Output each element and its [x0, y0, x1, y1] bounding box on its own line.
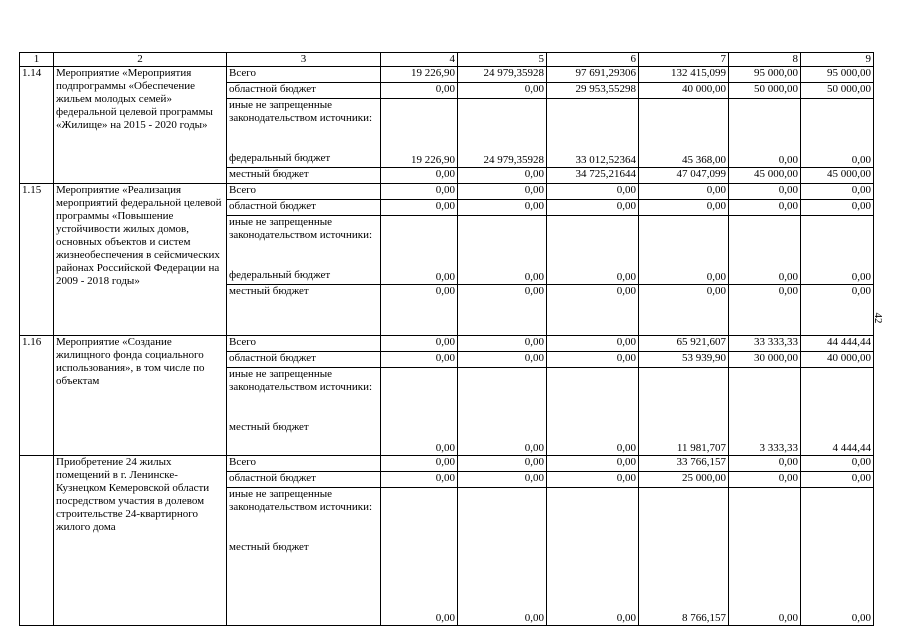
- value-cell: 33 333,33: [729, 336, 801, 352]
- value-cell: 0,00: [639, 285, 729, 336]
- item-title-cell: Мероприятие «Создание жилищного фонда социального использования», в том числе по объектам: [54, 336, 227, 456]
- value-cell: 0,00: [381, 285, 458, 336]
- value-cell: [801, 368, 874, 421]
- value-cell: [381, 488, 458, 541]
- value-cell: 0,00: [801, 269, 874, 285]
- value-cell: 95 000,00: [801, 67, 874, 83]
- funding-source-cell: федеральный бюджет: [227, 152, 381, 168]
- funding-source-cell: местный бюджет: [227, 168, 381, 184]
- value-cell: [639, 488, 729, 541]
- value-cell: 0,00: [458, 541, 547, 626]
- item-title-cell: Приобретение 24 жилых помещений в г. Ленинске-Кузнецком Кемеровской области посредством участия в долевом строительстве 24-квартирного жилого дома: [54, 456, 227, 626]
- table-body: [20, 53, 874, 626]
- value-cell: [801, 488, 874, 541]
- page-number: 42: [872, 312, 884, 324]
- value-cell: 50 000,00: [729, 83, 801, 99]
- value-cell: 0,00: [729, 200, 801, 216]
- value-cell: 0,00: [639, 269, 729, 285]
- value-cell: 0,00: [458, 269, 547, 285]
- funding-source-cell: областной бюджет: [227, 472, 381, 488]
- value-cell: 0,00: [547, 456, 639, 472]
- value-cell: [547, 488, 639, 541]
- value-cell: [729, 216, 801, 269]
- value-cell: 3 333,33: [729, 421, 801, 456]
- funding-source-cell: местный бюджет: [227, 285, 381, 336]
- value-cell: [729, 488, 801, 541]
- value-cell: [547, 99, 639, 152]
- value-cell: 0,00: [801, 541, 874, 626]
- value-cell: 0,00: [458, 421, 547, 456]
- header-cell: 2: [54, 53, 227, 67]
- value-cell: 0,00: [729, 152, 801, 168]
- value-cell: 47 047,099: [639, 168, 729, 184]
- value-cell: 0,00: [381, 352, 458, 368]
- header-cell: 7: [639, 53, 729, 67]
- item-number-cell: 1.15: [20, 184, 54, 336]
- value-cell: 0,00: [729, 456, 801, 472]
- value-cell: 0,00: [381, 336, 458, 352]
- value-cell: 0,00: [458, 168, 547, 184]
- funding-source-cell: областной бюджет: [227, 200, 381, 216]
- value-cell: 0,00: [381, 421, 458, 456]
- value-cell: 0,00: [801, 285, 874, 336]
- value-cell: 34 725,21644: [547, 168, 639, 184]
- value-cell: [547, 216, 639, 269]
- value-cell: [381, 99, 458, 152]
- table-row: [20, 456, 874, 472]
- value-cell: [458, 99, 547, 152]
- funding-source-cell: местный бюджет: [227, 541, 381, 626]
- value-cell: 0,00: [381, 541, 458, 626]
- value-cell: 0,00: [639, 200, 729, 216]
- value-cell: 33 766,157: [639, 456, 729, 472]
- funding-source-cell: федеральный бюджет: [227, 269, 381, 285]
- value-cell: [801, 216, 874, 269]
- value-cell: 40 000,00: [801, 352, 874, 368]
- value-cell: 0,00: [458, 352, 547, 368]
- value-cell: 0,00: [381, 472, 458, 488]
- value-cell: 0,00: [547, 285, 639, 336]
- value-cell: 24 979,35928: [458, 152, 547, 168]
- funding-source-cell: Всего: [227, 67, 381, 83]
- header-cell: 4: [381, 53, 458, 67]
- funding-source-cell: иные не запрещенные законодательством источники:: [227, 368, 381, 421]
- value-cell: [801, 99, 874, 152]
- item-title-cell: Мероприятие «Реализация мероприятий федеральной целевой программы «Повышение устойчивости жилых домов, основных объектов и систем жизнеобеспечения в сейсмических районах Российской Федерации на 2009 - 2018 годы»: [54, 184, 227, 336]
- table-row: [20, 67, 874, 83]
- item-number-cell: [20, 456, 54, 626]
- value-cell: [458, 368, 547, 421]
- value-cell: 0,00: [458, 285, 547, 336]
- value-cell: [639, 99, 729, 152]
- value-cell: 0,00: [381, 269, 458, 285]
- value-cell: 53 939,90: [639, 352, 729, 368]
- value-cell: 0,00: [729, 541, 801, 626]
- value-cell: 25 000,00: [639, 472, 729, 488]
- value-cell: [458, 488, 547, 541]
- value-cell: 30 000,00: [729, 352, 801, 368]
- header-cell: 9: [801, 53, 874, 67]
- value-cell: [458, 216, 547, 269]
- value-cell: 95 000,00: [729, 67, 801, 83]
- header-cell: 6: [547, 53, 639, 67]
- funding-source-cell: иные не запрещенные законодательством источники:: [227, 488, 381, 541]
- value-cell: 0,00: [381, 83, 458, 99]
- value-cell: [639, 216, 729, 269]
- value-cell: 24 979,35928: [458, 67, 547, 83]
- header-row: [20, 53, 874, 67]
- funding-source-cell: иные не запрещенные законодательством источники:: [227, 99, 381, 152]
- header-cell: 8: [729, 53, 801, 67]
- value-cell: 0,00: [801, 472, 874, 488]
- value-cell: 97 691,29306: [547, 67, 639, 83]
- value-cell: 19 226,90: [381, 152, 458, 168]
- value-cell: 45 000,00: [801, 168, 874, 184]
- funding-source-cell: Всего: [227, 184, 381, 200]
- value-cell: 33 012,52364: [547, 152, 639, 168]
- value-cell: 0,00: [547, 352, 639, 368]
- value-cell: 0,00: [729, 472, 801, 488]
- value-cell: 0,00: [729, 285, 801, 336]
- item-number-cell: 1.16: [20, 336, 54, 456]
- value-cell: 0,00: [729, 269, 801, 285]
- funding-source-cell: областной бюджет: [227, 83, 381, 99]
- value-cell: [639, 368, 729, 421]
- value-cell: [547, 368, 639, 421]
- value-cell: [729, 99, 801, 152]
- value-cell: 0,00: [801, 200, 874, 216]
- value-cell: 11 981,707: [639, 421, 729, 456]
- value-cell: 0,00: [547, 541, 639, 626]
- value-cell: 0,00: [458, 472, 547, 488]
- item-number-cell: 1.14: [20, 67, 54, 184]
- value-cell: 0,00: [381, 200, 458, 216]
- value-cell: 0,00: [547, 269, 639, 285]
- header-cell: 3: [227, 53, 381, 67]
- value-cell: 0,00: [547, 472, 639, 488]
- value-cell: 19 226,90: [381, 67, 458, 83]
- value-cell: 0,00: [458, 83, 547, 99]
- value-cell: 0,00: [458, 200, 547, 216]
- value-cell: 40 000,00: [639, 83, 729, 99]
- value-cell: 0,00: [639, 184, 729, 200]
- value-cell: [381, 368, 458, 421]
- header-cell: 1: [20, 53, 54, 67]
- funding-source-cell: областной бюджет: [227, 352, 381, 368]
- value-cell: 0,00: [801, 456, 874, 472]
- value-cell: 65 921,607: [639, 336, 729, 352]
- value-cell: 50 000,00: [801, 83, 874, 99]
- table-row: [20, 336, 874, 352]
- value-cell: 0,00: [547, 336, 639, 352]
- value-cell: 0,00: [458, 336, 547, 352]
- value-cell: 0,00: [381, 168, 458, 184]
- value-cell: 29 953,55298: [547, 83, 639, 99]
- value-cell: 45 000,00: [729, 168, 801, 184]
- funding-source-cell: местный бюджет: [227, 421, 381, 456]
- value-cell: 4 444,44: [801, 421, 874, 456]
- funding-source-cell: иные не запрещенные законодательством источники:: [227, 216, 381, 269]
- value-cell: 0,00: [381, 456, 458, 472]
- value-cell: 0,00: [458, 184, 547, 200]
- item-title-cell: Мероприятие «Мероприятия подпрограммы «Обеспечение жильем молодых семей» федеральной целевой программы «Жилище» на 2015 - 2020 годы»: [54, 67, 227, 184]
- table-row: [20, 184, 874, 200]
- value-cell: [729, 368, 801, 421]
- value-cell: 0,00: [801, 152, 874, 168]
- header-cell: 5: [458, 53, 547, 67]
- value-cell: 0,00: [801, 184, 874, 200]
- funding-source-cell: Всего: [227, 336, 381, 352]
- value-cell: 0,00: [729, 184, 801, 200]
- value-cell: 132 415,099: [639, 67, 729, 83]
- value-cell: 0,00: [547, 184, 639, 200]
- value-cell: 0,00: [547, 421, 639, 456]
- budget-table: [19, 52, 874, 626]
- value-cell: 8 766,157: [639, 541, 729, 626]
- funding-source-cell: Всего: [227, 456, 381, 472]
- value-cell: [381, 216, 458, 269]
- value-cell: 44 444,44: [801, 336, 874, 352]
- value-cell: 0,00: [458, 456, 547, 472]
- value-cell: 0,00: [381, 184, 458, 200]
- value-cell: 0,00: [547, 200, 639, 216]
- value-cell: 45 368,00: [639, 152, 729, 168]
